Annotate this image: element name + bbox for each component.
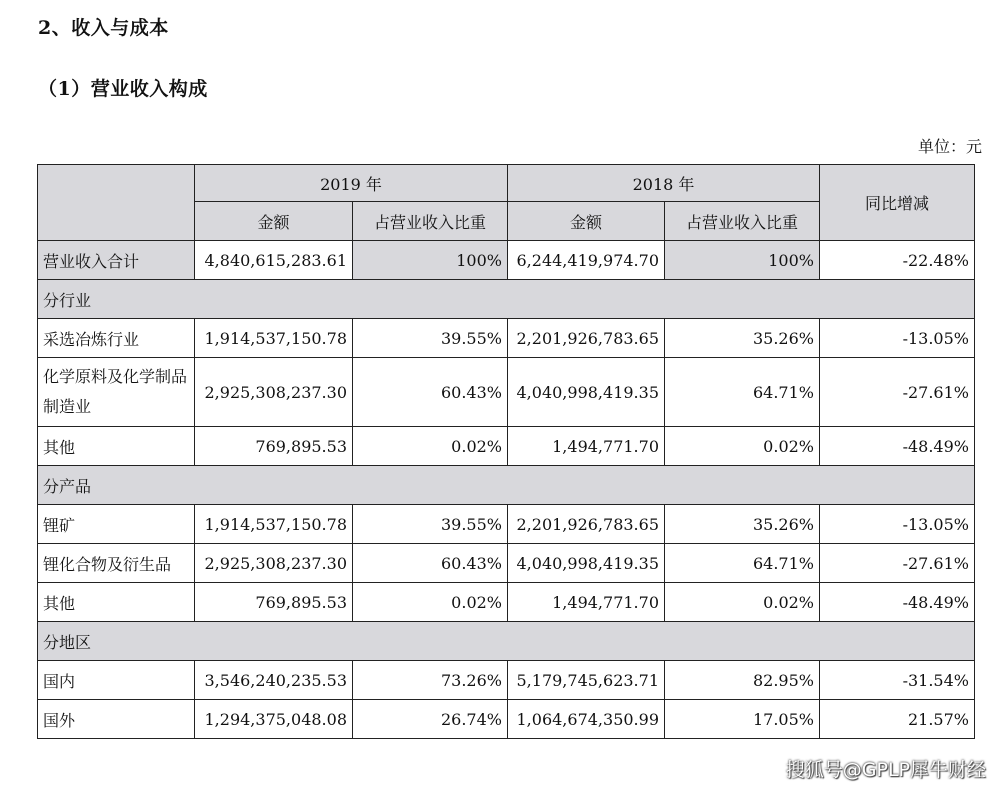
header-yoy: 同比增减 (820, 165, 975, 241)
ratio-2018-cell: 0.02% (665, 583, 820, 622)
ratio-2019-cell: 60.43% (353, 544, 508, 583)
ratio-2019-cell: 39.55% (353, 319, 508, 358)
table-row (38, 544, 975, 583)
ratio-2019-cell: 100% (353, 241, 508, 280)
amount-2019-cell: 769,895.53 (195, 583, 353, 622)
yoy-cell: -27.61% (820, 358, 975, 427)
ratio-2019-cell: 0.02% (353, 427, 508, 466)
table-row (38, 700, 975, 739)
row-label: 营业收入合计 (38, 241, 195, 280)
row-label: 其他 (38, 583, 195, 622)
header-corner-cell (38, 165, 195, 241)
table-row (38, 505, 975, 544)
amount-2018-cell: 1,494,771.70 (508, 427, 665, 466)
header-amount-2018: 金额 (508, 202, 665, 241)
ratio-2019-cell: 39.55% (353, 505, 508, 544)
table-row (38, 358, 975, 427)
sub-title: （1）营业收入构成 (38, 78, 208, 100)
table-row (38, 427, 975, 466)
ratio-2018-cell: 0.02% (665, 427, 820, 466)
yoy-cell: -22.48% (820, 241, 975, 280)
ratio-2018-cell: 64.71% (665, 358, 820, 427)
header-ratio-2019: 占营业收入比重 (353, 202, 508, 241)
header-amount-2019: 金额 (195, 202, 353, 241)
header-year-2019: 2019 年 (195, 165, 508, 202)
yoy-cell: -13.05% (820, 319, 975, 358)
unit-label: 单位：元 (917, 137, 982, 156)
amount-2018-cell: 2,201,926,783.65 (508, 319, 665, 358)
amount-2018-cell: 1,494,771.70 (508, 583, 665, 622)
table-row-total (38, 241, 975, 280)
amount-2018-cell: 2,201,926,783.65 (508, 505, 665, 544)
ratio-2018-cell: 35.26% (665, 505, 820, 544)
yoy-cell: -48.49% (820, 427, 975, 466)
amount-2018-cell: 5,179,745,623.71 (508, 661, 665, 700)
row-label: 采选冶炼行业 (38, 319, 195, 358)
ratio-2019-cell: 0.02% (353, 583, 508, 622)
ratio-2018-cell: 82.95% (665, 661, 820, 700)
amount-2018-cell: 6,244,419,974.70 (508, 241, 665, 280)
row-label: 锂矿 (38, 505, 195, 544)
header-row-years (38, 165, 975, 202)
section-title: 2、收入与成本 (38, 17, 169, 39)
yoy-cell: 21.57% (820, 700, 975, 739)
amount-2019-cell: 1,914,537,150.78 (195, 505, 353, 544)
table-row (38, 319, 975, 358)
amount-2019-cell: 3,546,240,235.53 (195, 661, 353, 700)
ratio-2018-cell: 17.05% (665, 700, 820, 739)
header-year-2018: 2018 年 (508, 165, 820, 202)
header-ratio-2018: 占营业收入比重 (665, 202, 820, 241)
amount-2019-cell: 769,895.53 (195, 427, 353, 466)
section-header-row (38, 280, 975, 319)
amount-2019-cell: 2,925,308,237.30 (195, 544, 353, 583)
yoy-cell: -48.49% (820, 583, 975, 622)
yoy-cell: -27.61% (820, 544, 975, 583)
yoy-cell: -31.54% (820, 661, 975, 700)
amount-2019-cell: 1,914,537,150.78 (195, 319, 353, 358)
amount-2018-cell: 4,040,998,419.35 (508, 358, 665, 427)
row-label: 其他 (38, 427, 195, 466)
amount-2018-cell: 1,064,674,350.99 (508, 700, 665, 739)
yoy-cell: -13.05% (820, 505, 975, 544)
row-label: 国内 (38, 661, 195, 700)
amount-2018-cell: 4,040,998,419.35 (508, 544, 665, 583)
section-header-row (38, 622, 975, 661)
table-row (38, 661, 975, 700)
ratio-2019-cell: 60.43% (353, 358, 508, 427)
ratio-2019-cell: 73.26% (353, 661, 508, 700)
row-label: 国外 (38, 700, 195, 739)
amount-2019-cell: 1,294,375,048.08 (195, 700, 353, 739)
row-label: 锂化合物及衍生品 (38, 544, 195, 583)
section-title-industry: 分行业 (38, 280, 975, 319)
ratio-2018-cell: 64.71% (665, 544, 820, 583)
ratio-2018-cell: 35.26% (665, 319, 820, 358)
section-header-row (38, 466, 975, 505)
revenue-composition-table (37, 164, 975, 739)
row-label: 化学原料及化学制品制造业 (38, 358, 195, 427)
watermark: 搜狐号@GPLP犀牛财经 (785, 759, 986, 781)
ratio-2018-cell: 100% (665, 241, 820, 280)
amount-2019-cell: 2,925,308,237.30 (195, 358, 353, 427)
section-title-region: 分地区 (38, 622, 975, 661)
ratio-2019-cell: 26.74% (353, 700, 508, 739)
table-row (38, 583, 975, 622)
amount-2019-cell: 4,840,615,283.61 (195, 241, 353, 280)
section-title-product: 分产品 (38, 466, 975, 505)
